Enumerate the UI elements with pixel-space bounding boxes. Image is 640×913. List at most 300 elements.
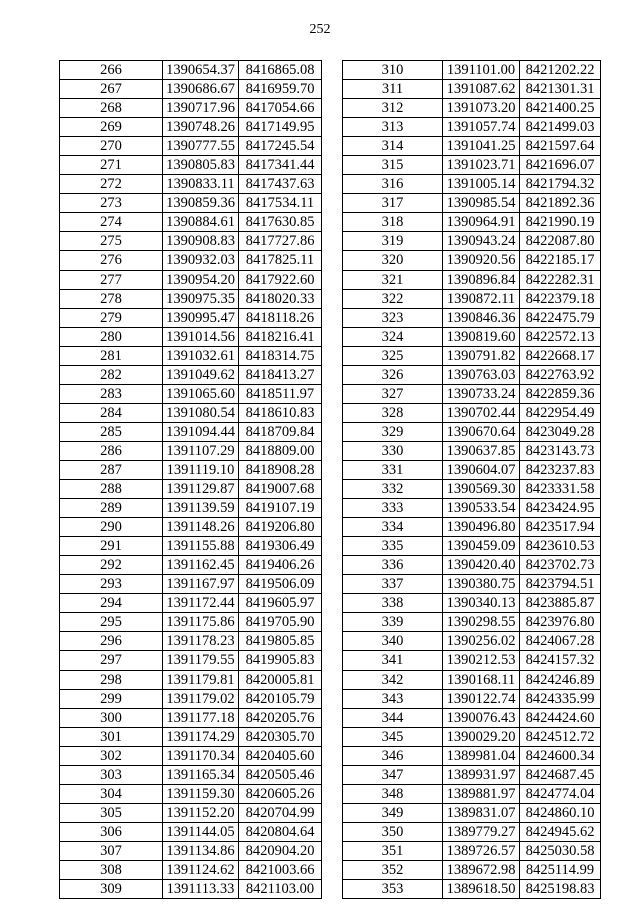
x-coordinate-cell: 1391129.87 bbox=[163, 480, 239, 499]
x-coordinate-cell: 1391167.97 bbox=[163, 575, 239, 594]
x-coordinate-cell: 1390298.55 bbox=[443, 613, 520, 632]
point-number-cell: 321 bbox=[343, 270, 443, 289]
point-number-cell: 276 bbox=[60, 251, 163, 270]
point-number-cell: 267 bbox=[60, 80, 163, 99]
x-coordinate-cell: 1390920.56 bbox=[443, 251, 520, 270]
x-coordinate-cell: 1391113.33 bbox=[163, 880, 239, 899]
y-coordinate-cell: 8421794.32 bbox=[520, 175, 601, 194]
y-coordinate-cell: 8422185.17 bbox=[520, 251, 601, 270]
y-coordinate-cell: 8418314.75 bbox=[239, 346, 322, 365]
table-row bbox=[60, 765, 322, 784]
point-number-cell: 297 bbox=[60, 651, 163, 670]
y-coordinate-cell: 8422763.92 bbox=[520, 365, 601, 384]
y-coordinate-cell: 8418610.83 bbox=[239, 403, 322, 422]
y-coordinate-cell: 8417630.85 bbox=[239, 213, 322, 232]
x-coordinate-cell: 1390168.11 bbox=[443, 670, 520, 689]
y-coordinate-cell: 8422379.18 bbox=[520, 289, 601, 308]
point-number-cell: 271 bbox=[60, 156, 163, 175]
table-row bbox=[60, 708, 322, 727]
x-coordinate-cell: 1391032.61 bbox=[163, 346, 239, 365]
y-coordinate-cell: 8418216.41 bbox=[239, 327, 322, 346]
y-coordinate-cell: 8416865.08 bbox=[239, 61, 322, 80]
point-number-cell: 334 bbox=[343, 518, 443, 537]
x-coordinate-cell: 1390846.36 bbox=[443, 308, 520, 327]
point-number-cell: 350 bbox=[343, 822, 443, 841]
x-coordinate-cell: 1391005.14 bbox=[443, 175, 520, 194]
point-number-cell: 303 bbox=[60, 765, 163, 784]
table-row bbox=[343, 270, 601, 289]
x-coordinate-cell: 1390943.24 bbox=[443, 232, 520, 251]
x-coordinate-cell: 1391080.54 bbox=[163, 403, 239, 422]
point-number-cell: 338 bbox=[343, 594, 443, 613]
table-row bbox=[60, 118, 322, 137]
x-coordinate-cell: 1390932.03 bbox=[163, 251, 239, 270]
point-number-cell: 308 bbox=[60, 860, 163, 879]
table-row bbox=[343, 403, 601, 422]
point-number-cell: 343 bbox=[343, 689, 443, 708]
x-coordinate-cell: 1391144.05 bbox=[163, 822, 239, 841]
table-row bbox=[343, 632, 601, 651]
x-coordinate-cell: 1390872.11 bbox=[443, 289, 520, 308]
y-coordinate-cell: 8417727.86 bbox=[239, 232, 322, 251]
table-row bbox=[60, 137, 322, 156]
table-row bbox=[343, 308, 601, 327]
point-number-cell: 342 bbox=[343, 670, 443, 689]
table-row bbox=[60, 346, 322, 365]
table-row bbox=[60, 251, 322, 270]
table-row bbox=[60, 537, 322, 556]
x-coordinate-cell: 1391139.59 bbox=[163, 499, 239, 518]
point-number-cell: 305 bbox=[60, 803, 163, 822]
y-coordinate-cell: 8424774.04 bbox=[520, 784, 601, 803]
x-coordinate-cell: 1391170.34 bbox=[163, 746, 239, 765]
table-row bbox=[343, 194, 601, 213]
table-row bbox=[343, 613, 601, 632]
y-coordinate-cell: 8418809.00 bbox=[239, 441, 322, 460]
y-coordinate-cell: 8420704.99 bbox=[239, 803, 322, 822]
point-number-cell: 300 bbox=[60, 708, 163, 727]
x-coordinate-cell: 1390533.54 bbox=[443, 499, 520, 518]
point-number-cell: 327 bbox=[343, 384, 443, 403]
table-row bbox=[343, 289, 601, 308]
x-coordinate-cell: 1391152.20 bbox=[163, 803, 239, 822]
y-coordinate-cell: 8423702.73 bbox=[520, 556, 601, 575]
table-row bbox=[60, 403, 322, 422]
x-coordinate-cell: 1390670.64 bbox=[443, 422, 520, 441]
table-row bbox=[60, 880, 322, 899]
y-coordinate-cell: 8421597.64 bbox=[520, 137, 601, 156]
table-row bbox=[343, 499, 601, 518]
table-row bbox=[343, 365, 601, 384]
point-number-cell: 313 bbox=[343, 118, 443, 137]
x-coordinate-cell: 1390637.85 bbox=[443, 441, 520, 460]
x-coordinate-cell: 1391159.30 bbox=[163, 784, 239, 803]
y-coordinate-cell: 8421003.66 bbox=[239, 860, 322, 879]
point-number-cell: 325 bbox=[343, 346, 443, 365]
table-row bbox=[60, 632, 322, 651]
y-coordinate-cell: 8423049.28 bbox=[520, 422, 601, 441]
x-coordinate-cell: 1391057.74 bbox=[443, 118, 520, 137]
y-coordinate-cell: 8425030.58 bbox=[520, 841, 601, 860]
point-number-cell: 291 bbox=[60, 537, 163, 556]
table-row bbox=[60, 803, 322, 822]
y-coordinate-cell: 8417149.95 bbox=[239, 118, 322, 137]
point-number-cell: 284 bbox=[60, 403, 163, 422]
x-coordinate-cell: 1391101.00 bbox=[443, 61, 520, 80]
point-number-cell: 344 bbox=[343, 708, 443, 727]
table-row bbox=[343, 137, 601, 156]
point-number-cell: 312 bbox=[343, 99, 443, 118]
x-coordinate-cell: 1390122.74 bbox=[443, 689, 520, 708]
y-coordinate-cell: 8424860.10 bbox=[520, 803, 601, 822]
table-row bbox=[343, 213, 601, 232]
table-row bbox=[343, 441, 601, 460]
table-row bbox=[60, 175, 322, 194]
table-row bbox=[343, 118, 601, 137]
x-coordinate-cell: 1390975.35 bbox=[163, 289, 239, 308]
y-coordinate-cell: 8421301.31 bbox=[520, 80, 601, 99]
y-coordinate-cell: 8419206.80 bbox=[239, 518, 322, 537]
point-number-cell: 290 bbox=[60, 518, 163, 537]
x-coordinate-cell: 1391134.86 bbox=[163, 841, 239, 860]
table-row bbox=[343, 61, 601, 80]
y-coordinate-cell: 8424246.89 bbox=[520, 670, 601, 689]
point-number-cell: 269 bbox=[60, 118, 163, 137]
point-number-cell: 320 bbox=[343, 251, 443, 270]
table-row bbox=[343, 594, 601, 613]
y-coordinate-cell: 8420105.79 bbox=[239, 689, 322, 708]
y-coordinate-cell: 8422282.31 bbox=[520, 270, 601, 289]
point-number-cell: 278 bbox=[60, 289, 163, 308]
point-number-cell: 340 bbox=[343, 632, 443, 651]
x-coordinate-cell: 1391124.62 bbox=[163, 860, 239, 879]
x-coordinate-cell: 1391162.45 bbox=[163, 556, 239, 575]
y-coordinate-cell: 8418020.33 bbox=[239, 289, 322, 308]
x-coordinate-cell: 1391179.81 bbox=[163, 670, 239, 689]
x-coordinate-cell: 1389881.97 bbox=[443, 784, 520, 803]
table-row bbox=[343, 822, 601, 841]
table-row bbox=[60, 727, 322, 746]
y-coordinate-cell: 8423237.83 bbox=[520, 460, 601, 479]
x-coordinate-cell: 1389672.98 bbox=[443, 860, 520, 879]
point-number-cell: 328 bbox=[343, 403, 443, 422]
x-coordinate-cell: 1389726.57 bbox=[443, 841, 520, 860]
table-row bbox=[343, 860, 601, 879]
table-row bbox=[343, 765, 601, 784]
point-number-cell: 311 bbox=[343, 80, 443, 99]
y-coordinate-cell: 8417825.11 bbox=[239, 251, 322, 270]
y-coordinate-cell: 8420305.70 bbox=[239, 727, 322, 746]
y-coordinate-cell: 8419805.85 bbox=[239, 632, 322, 651]
point-number-cell: 280 bbox=[60, 327, 163, 346]
table-row bbox=[343, 670, 601, 689]
y-coordinate-cell: 8423976.80 bbox=[520, 613, 601, 632]
table-row bbox=[343, 746, 601, 765]
y-coordinate-cell: 8424945.62 bbox=[520, 822, 601, 841]
x-coordinate-cell: 1390884.61 bbox=[163, 213, 239, 232]
x-coordinate-cell: 1390908.83 bbox=[163, 232, 239, 251]
coordinates-table-left bbox=[59, 60, 322, 899]
y-coordinate-cell: 8421400.25 bbox=[520, 99, 601, 118]
y-coordinate-cell: 8425198.83 bbox=[520, 880, 601, 899]
table-row bbox=[60, 156, 322, 175]
point-number-cell: 348 bbox=[343, 784, 443, 803]
y-coordinate-cell: 8423610.53 bbox=[520, 537, 601, 556]
table-row bbox=[60, 232, 322, 251]
x-coordinate-cell: 1391155.88 bbox=[163, 537, 239, 556]
y-coordinate-cell: 8424157.32 bbox=[520, 651, 601, 670]
y-coordinate-cell: 8422668.17 bbox=[520, 346, 601, 365]
x-coordinate-cell: 1390964.91 bbox=[443, 213, 520, 232]
table-row bbox=[343, 575, 601, 594]
x-coordinate-cell: 1391174.29 bbox=[163, 727, 239, 746]
table-row bbox=[60, 441, 322, 460]
y-coordinate-cell: 8419506.09 bbox=[239, 575, 322, 594]
y-coordinate-cell: 8417341.44 bbox=[239, 156, 322, 175]
x-coordinate-cell: 1391178.23 bbox=[163, 632, 239, 651]
x-coordinate-cell: 1390777.55 bbox=[163, 137, 239, 156]
table-row bbox=[60, 689, 322, 708]
point-number-cell: 336 bbox=[343, 556, 443, 575]
point-number-cell: 292 bbox=[60, 556, 163, 575]
table-row bbox=[343, 156, 601, 175]
table-row bbox=[343, 99, 601, 118]
x-coordinate-cell: 1390805.83 bbox=[163, 156, 239, 175]
x-coordinate-cell: 1391014.56 bbox=[163, 327, 239, 346]
y-coordinate-cell: 8421499.03 bbox=[520, 118, 601, 137]
y-coordinate-cell: 8418709.84 bbox=[239, 422, 322, 441]
table-row bbox=[60, 460, 322, 479]
x-coordinate-cell: 1390212.53 bbox=[443, 651, 520, 670]
point-number-cell: 323 bbox=[343, 308, 443, 327]
table-row bbox=[60, 518, 322, 537]
y-coordinate-cell: 8421696.07 bbox=[520, 156, 601, 175]
table-row bbox=[60, 384, 322, 403]
table-row bbox=[60, 194, 322, 213]
y-coordinate-cell: 8419406.26 bbox=[239, 556, 322, 575]
x-coordinate-cell: 1390995.47 bbox=[163, 308, 239, 327]
x-coordinate-cell: 1391023.71 bbox=[443, 156, 520, 175]
y-coordinate-cell: 8421990.19 bbox=[520, 213, 601, 232]
table-row bbox=[60, 213, 322, 232]
y-coordinate-cell: 8423517.94 bbox=[520, 518, 601, 537]
point-number-cell: 333 bbox=[343, 499, 443, 518]
x-coordinate-cell: 1390859.36 bbox=[163, 194, 239, 213]
point-number-cell: 266 bbox=[60, 61, 163, 80]
x-coordinate-cell: 1390569.30 bbox=[443, 480, 520, 499]
point-number-cell: 293 bbox=[60, 575, 163, 594]
table-row bbox=[60, 651, 322, 670]
x-coordinate-cell: 1390076.43 bbox=[443, 708, 520, 727]
point-number-cell: 317 bbox=[343, 194, 443, 213]
x-coordinate-cell: 1390496.80 bbox=[443, 518, 520, 537]
y-coordinate-cell: 8416959.70 bbox=[239, 80, 322, 99]
x-coordinate-cell: 1391177.18 bbox=[163, 708, 239, 727]
point-number-cell: 309 bbox=[60, 880, 163, 899]
table-row bbox=[60, 575, 322, 594]
point-number-cell: 352 bbox=[343, 860, 443, 879]
table-row bbox=[60, 422, 322, 441]
y-coordinate-cell: 8419705.90 bbox=[239, 613, 322, 632]
y-coordinate-cell: 8417534.11 bbox=[239, 194, 322, 213]
point-number-cell: 302 bbox=[60, 746, 163, 765]
point-number-cell: 277 bbox=[60, 270, 163, 289]
x-coordinate-cell: 1390733.24 bbox=[443, 384, 520, 403]
table-row bbox=[343, 251, 601, 270]
point-number-cell: 335 bbox=[343, 537, 443, 556]
point-number-cell: 279 bbox=[60, 308, 163, 327]
table-row bbox=[60, 80, 322, 99]
point-number-cell: 315 bbox=[343, 156, 443, 175]
x-coordinate-cell: 1389831.07 bbox=[443, 803, 520, 822]
x-coordinate-cell: 1391041.25 bbox=[443, 137, 520, 156]
x-coordinate-cell: 1389618.50 bbox=[443, 880, 520, 899]
point-number-cell: 353 bbox=[343, 880, 443, 899]
point-number-cell: 275 bbox=[60, 232, 163, 251]
x-coordinate-cell: 1390686.67 bbox=[163, 80, 239, 99]
table-row bbox=[60, 746, 322, 765]
x-coordinate-cell: 1390420.40 bbox=[443, 556, 520, 575]
point-number-cell: 299 bbox=[60, 689, 163, 708]
table-row bbox=[343, 232, 601, 251]
point-number-cell: 285 bbox=[60, 422, 163, 441]
y-coordinate-cell: 8423331.58 bbox=[520, 480, 601, 499]
point-number-cell: 318 bbox=[343, 213, 443, 232]
y-coordinate-cell: 8421202.22 bbox=[520, 61, 601, 80]
point-number-cell: 270 bbox=[60, 137, 163, 156]
page-number: 252 bbox=[309, 22, 331, 37]
y-coordinate-cell: 8424335.99 bbox=[520, 689, 601, 708]
x-coordinate-cell: 1390340.13 bbox=[443, 594, 520, 613]
table-row bbox=[343, 327, 601, 346]
point-number-cell: 273 bbox=[60, 194, 163, 213]
table-row bbox=[343, 880, 601, 899]
y-coordinate-cell: 8418118.26 bbox=[239, 308, 322, 327]
x-coordinate-cell: 1391179.55 bbox=[163, 651, 239, 670]
point-number-cell: 306 bbox=[60, 822, 163, 841]
x-coordinate-cell: 1389779.27 bbox=[443, 822, 520, 841]
x-coordinate-cell: 1390748.26 bbox=[163, 118, 239, 137]
x-coordinate-cell: 1390654.37 bbox=[163, 61, 239, 80]
x-coordinate-cell: 1390256.02 bbox=[443, 632, 520, 651]
x-coordinate-cell: 1390717.96 bbox=[163, 99, 239, 118]
x-coordinate-cell: 1390791.82 bbox=[443, 346, 520, 365]
point-number-cell: 294 bbox=[60, 594, 163, 613]
x-coordinate-cell: 1391087.62 bbox=[443, 80, 520, 99]
x-coordinate-cell: 1390604.07 bbox=[443, 460, 520, 479]
table-row bbox=[343, 346, 601, 365]
point-number-cell: 295 bbox=[60, 613, 163, 632]
table-row bbox=[343, 537, 601, 556]
x-coordinate-cell: 1390833.11 bbox=[163, 175, 239, 194]
x-coordinate-cell: 1391148.26 bbox=[163, 518, 239, 537]
y-coordinate-cell: 8419007.68 bbox=[239, 480, 322, 499]
y-coordinate-cell: 8418413.27 bbox=[239, 365, 322, 384]
y-coordinate-cell: 8424687.45 bbox=[520, 765, 601, 784]
coordinates-table-right bbox=[342, 60, 601, 899]
table-row bbox=[60, 841, 322, 860]
table-row bbox=[343, 803, 601, 822]
table-row bbox=[343, 175, 601, 194]
point-number-cell: 346 bbox=[343, 746, 443, 765]
point-number-cell: 330 bbox=[343, 441, 443, 460]
table-row bbox=[343, 384, 601, 403]
table-row bbox=[60, 308, 322, 327]
y-coordinate-cell: 8422859.36 bbox=[520, 384, 601, 403]
table-row bbox=[60, 480, 322, 499]
x-coordinate-cell: 1391119.10 bbox=[163, 460, 239, 479]
table-row bbox=[343, 422, 601, 441]
point-number-cell: 282 bbox=[60, 365, 163, 384]
y-coordinate-cell: 8419306.49 bbox=[239, 537, 322, 556]
y-coordinate-cell: 8420005.81 bbox=[239, 670, 322, 689]
x-coordinate-cell: 1390896.84 bbox=[443, 270, 520, 289]
point-number-cell: 349 bbox=[343, 803, 443, 822]
point-number-cell: 281 bbox=[60, 346, 163, 365]
point-number-cell: 310 bbox=[343, 61, 443, 80]
table-row bbox=[343, 80, 601, 99]
y-coordinate-cell: 8418511.97 bbox=[239, 384, 322, 403]
point-number-cell: 329 bbox=[343, 422, 443, 441]
y-coordinate-cell: 8423424.95 bbox=[520, 499, 601, 518]
y-coordinate-cell: 8417922.60 bbox=[239, 270, 322, 289]
y-coordinate-cell: 8420804.64 bbox=[239, 822, 322, 841]
x-coordinate-cell: 1390380.75 bbox=[443, 575, 520, 594]
y-coordinate-cell: 8420904.20 bbox=[239, 841, 322, 860]
x-coordinate-cell: 1390819.60 bbox=[443, 327, 520, 346]
table-row bbox=[60, 594, 322, 613]
y-coordinate-cell: 8420505.46 bbox=[239, 765, 322, 784]
y-coordinate-cell: 8422954.49 bbox=[520, 403, 601, 422]
table-row bbox=[60, 860, 322, 879]
x-coordinate-cell: 1390954.20 bbox=[163, 270, 239, 289]
point-number-cell: 298 bbox=[60, 670, 163, 689]
y-coordinate-cell: 8419107.19 bbox=[239, 499, 322, 518]
y-coordinate-cell: 8422475.79 bbox=[520, 308, 601, 327]
x-coordinate-cell: 1391175.86 bbox=[163, 613, 239, 632]
table-row bbox=[343, 727, 601, 746]
y-coordinate-cell: 8424067.28 bbox=[520, 632, 601, 651]
point-number-cell: 304 bbox=[60, 784, 163, 803]
y-coordinate-cell: 8424424.60 bbox=[520, 708, 601, 727]
point-number-cell: 296 bbox=[60, 632, 163, 651]
point-number-cell: 272 bbox=[60, 175, 163, 194]
y-coordinate-cell: 8420605.26 bbox=[239, 784, 322, 803]
x-coordinate-cell: 1391179.02 bbox=[163, 689, 239, 708]
point-number-cell: 288 bbox=[60, 480, 163, 499]
y-coordinate-cell: 8417245.54 bbox=[239, 137, 322, 156]
x-coordinate-cell: 1391049.62 bbox=[163, 365, 239, 384]
table-row bbox=[343, 784, 601, 803]
table-row bbox=[343, 689, 601, 708]
point-number-cell: 287 bbox=[60, 460, 163, 479]
point-number-cell: 289 bbox=[60, 499, 163, 518]
table-row bbox=[343, 460, 601, 479]
table-row bbox=[343, 480, 601, 499]
x-coordinate-cell: 1391107.29 bbox=[163, 441, 239, 460]
table-row bbox=[343, 708, 601, 727]
point-number-cell: 331 bbox=[343, 460, 443, 479]
table-row bbox=[60, 499, 322, 518]
x-coordinate-cell: 1391165.34 bbox=[163, 765, 239, 784]
y-coordinate-cell: 8425114.99 bbox=[520, 860, 601, 879]
point-number-cell: 319 bbox=[343, 232, 443, 251]
table-row bbox=[60, 670, 322, 689]
x-coordinate-cell: 1390985.54 bbox=[443, 194, 520, 213]
y-coordinate-cell: 8420205.76 bbox=[239, 708, 322, 727]
y-coordinate-cell: 8422572.13 bbox=[520, 327, 601, 346]
table-row bbox=[343, 556, 601, 575]
